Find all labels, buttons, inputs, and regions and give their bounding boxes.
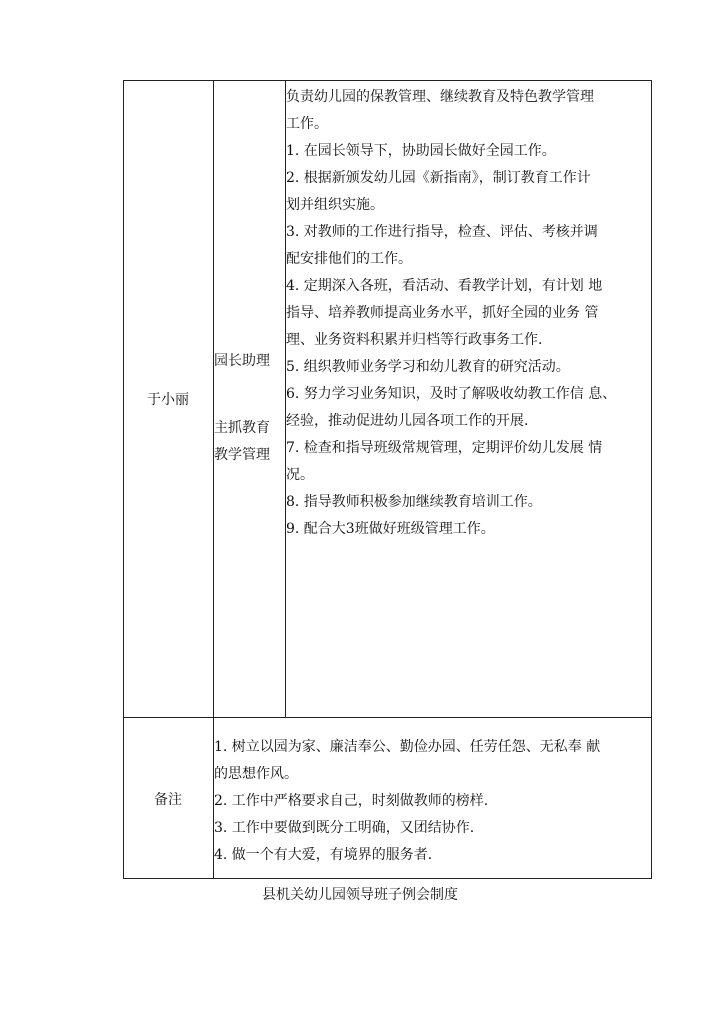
person-name: 于小丽 [147,392,189,408]
role-line: 教学管理 [214,447,270,463]
note-line: 的思想作风。 [214,766,298,782]
duty-line: 经验，推动促进幼儿园各项工作的开展. [286,413,529,429]
duty-line: 1. 在园长领导下，协助园长做好全园工作。 [286,143,556,159]
duty-line: 7. 检查和指导班级常规管理，定期评价幼儿发展 情 [286,440,603,456]
duty-line: 6. 努力学习业务知识，及时了解吸收幼教工作信 息、 [286,386,617,402]
row-divider [123,717,652,718]
note-line: 3. 工作中要做到既分工明确，又团结协作. [214,820,475,836]
role-title [214,348,284,375]
duty-line: 工作。 [286,116,328,132]
role-focus [214,415,284,469]
table-border-bottom [123,878,652,879]
duty-line: 5. 组织教师业务学习和幼儿教育的研究活动。 [286,359,570,375]
duty-line: 9. 配合大3班做好班级管理工作。 [286,521,495,537]
duty-line: 况。 [286,467,314,483]
duty-line: 8. 指导教师积极参加继续教育培训工作。 [286,494,542,510]
note-line: 1. 树立以园为家、廉洁奉公、勤俭办园、任劳任怨、无私奉 献 [214,739,601,755]
duty-line: 3. 对教师的工作进行指导，检查、评估、考核并调 [286,224,598,240]
table-border-left [123,80,124,879]
table-border-top [123,80,652,81]
note-line: 4. 做一个有大爱，有境界的服务者. [214,847,433,863]
duty-table [123,80,652,879]
duty-line: 2. 根据新颁发幼儿园《新指南》，制订教育工作计 [286,170,591,186]
duty-line: 理、业务资料积累并归档等行政事务工作. [286,332,543,348]
note-label: 备注 [154,792,182,808]
duty-line: 负责幼儿园的保教管理、继续教育及特色教学管理 [286,89,594,105]
role-line: 园长助理 [214,353,270,369]
next-section-title: 县机关幼儿园领导班子例会制度 [262,887,458,903]
duty-line: 划并组织实施。 [286,197,384,213]
note-list [214,734,654,869]
duty-list [286,84,652,543]
duty-line: 4. 定期深入各班，看活动、看教学计划，有计划 地 [286,278,603,294]
duty-line: 配安排他们的工作。 [286,251,412,267]
duty-line: 指导、培养教师提高业务水平，抓好全园的业务 管 [286,305,599,321]
note-line: 2. 工作中严格要求自己，时刻做教师的榜样. [214,793,489,809]
role-line: 主抓教育 [214,420,270,436]
